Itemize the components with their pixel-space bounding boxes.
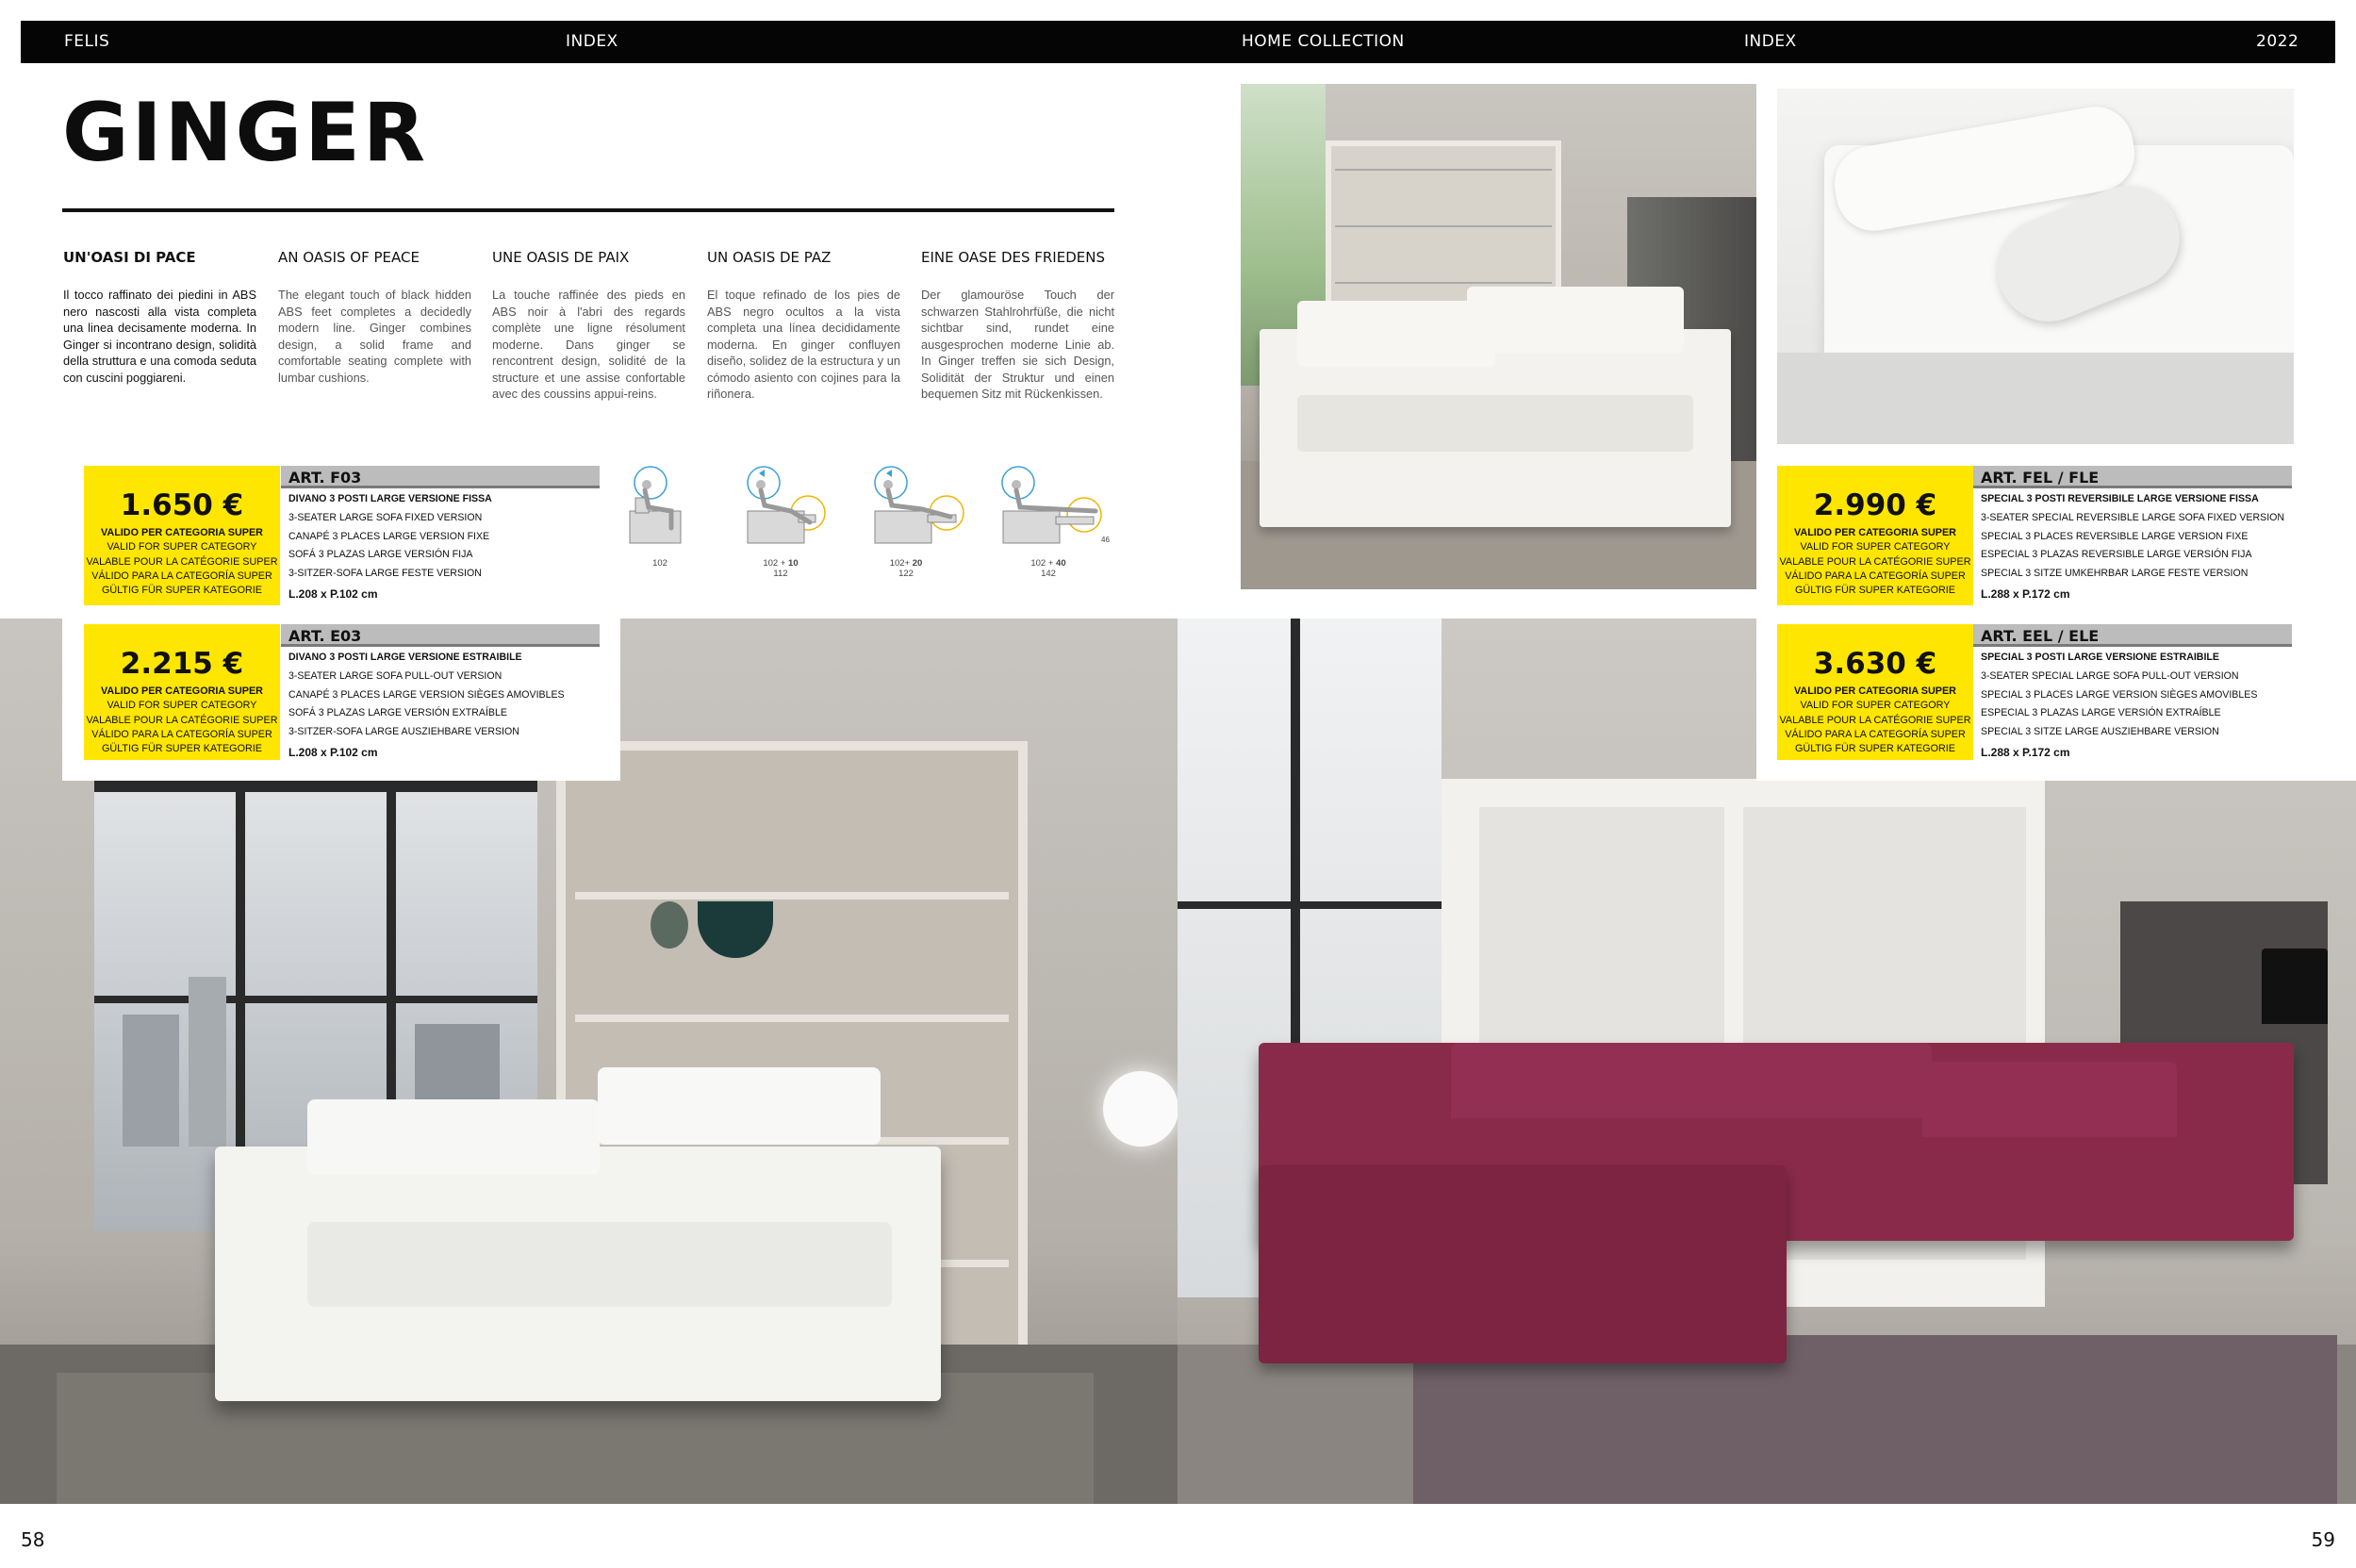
validity-line: VALIDO PER CATEGORIA SUPER [101,527,263,538]
diagram-total: 142 [1041,569,1056,579]
dimensions: L.288 x P.172 cm [1981,745,2070,759]
validity-text [1777,526,1973,598]
diagram-base: 102 [652,558,667,569]
column-text: La touche raffinée des pieds en ABS noir à l'abri des regards complète une ligne résolument moderne. Dans ginger se rencontrent design, solidité de la structure et une assise confortable avec des coussins appui-reins. [492,288,685,401]
description-line: 3-SEATER SPECIAL REVERSIBLE LARGE SOFA FIXED VERSION [1981,511,2285,523]
price-label: 2.215 € [120,647,244,681]
validity-line: GÜLTIG FÜR SUPER KATEGORIE [1795,585,1955,597]
validity-line: VALABLE POUR LA CATÉGORIE SUPER [1779,714,1971,726]
diagram-base: 102 + [1030,558,1057,569]
article-code: ART. FEL / FLE [1981,469,2100,487]
diagram-side-label: 46 [1101,536,1110,544]
article-code-bar [281,624,600,647]
page-number-right: 59 [2311,1528,2335,1551]
description-column-fr [492,249,685,403]
diagram-base: 102+ [889,558,913,569]
brand-label: FELIS [64,32,110,51]
index-link-right[interactable]: INDEX [1744,32,1797,51]
validity-line: VALID FOR SUPER CATEGORY [1800,541,1951,553]
product-description [1981,649,2257,763]
price-label: 3.630 € [1813,647,1937,681]
validity-line: VALIDO PER CATEGORIA SUPER [1794,685,1956,697]
description-line: SOFÁ 3 PLAZAS LARGE VERSIÓN EXTRAÍBLE [288,707,507,719]
description-line: SPECIAL 3 SITZE UMKEHRBAR LARGE FESTE VERSION [1981,568,2249,580]
column-text: Der glamouröse Touch der schwarzen Stahlrohrfüße, die nicht sichtbar sind, rundet eine ausgesprochen moderne Linie ab. In Ginger treffen sie sich Design, Solidität der Struktur und einen bequemen Sitz mit Rückenkissen. [921,288,1114,401]
validity-line: VÁLIDO PARA LA CATEGORÍA SUPER [1785,728,1966,740]
price-block-eel-ele [1777,624,1973,760]
description-column-it [63,249,256,386]
description-line: 3-SITZER-SOFA LARGE FESTE VERSION [288,568,482,580]
index-link-left[interactable]: INDEX [566,32,618,51]
validity-text [1777,685,1973,756]
validity-line: VALABLE POUR LA CATÉGORIE SUPER [86,714,278,726]
description-line: 3-SEATER LARGE SOFA PULL-OUT VERSION [288,669,503,682]
description-line: CANAPÉ 3 PLACES LARGE VERSION FIXE [288,530,490,542]
year-label: 2022 [2256,32,2299,51]
article-code-bar [281,466,600,488]
validity-line: VÁLIDO PARA LA CATEGORÍA SUPER [91,569,272,582]
description-line: SPECIAL 3 PLACES REVERSIBLE LARGE VERSION FIXE [1981,530,2249,542]
price-block-e03 [84,624,280,760]
diagram-caption [603,558,717,569]
description-column-en [278,249,471,386]
diagram-caption [992,558,1105,579]
price-block-fel-fle [1777,466,1973,605]
header-bar [21,21,2335,63]
dimensions: L.288 x P.172 cm [1981,586,2070,601]
diagram-caption [849,558,963,579]
description-column-es [707,249,900,403]
collection-label: HOME COLLECTION [1242,32,1405,51]
validity-line: GÜLTIG FÜR SUPER KATEGORIE [102,585,262,597]
description-line: SPECIAL 3 SITZE LARGE AUSZIEHBARE VERSION [1981,726,2219,738]
description-line: DIVANO 3 POSTI LARGE VERSIONE FISSA [288,493,492,504]
diagram-caption [724,558,837,579]
description-line: 3-SEATER LARGE SOFA FIXED VERSION [288,511,483,523]
article-code: ART. E03 [288,627,362,645]
article-code: ART. F03 [288,469,362,487]
diagram-total: 122 [898,569,914,579]
column-heading: EINE OASE DES FRIEDENS [921,249,1105,266]
column-heading: UN'OASI DI PACE [63,249,196,266]
description-line: SPECIAL 3 PLACES LARGE VERSION SIÈGES AMOVIBLES [1981,688,2258,701]
validity-line: VÁLIDO PARA LA CATEGORÍA SUPER [91,728,272,740]
description-line: ESPECIAL 3 PLAZAS REVERSIBLE LARGE VERSIÓN FIJA [1981,549,2252,561]
page-title: GINGER [62,86,429,180]
description-column-de [921,249,1114,403]
column-heading: UN OASIS DE PAZ [707,249,832,266]
validity-line: VALABLE POUR LA CATÉGORIE SUPER [1779,555,1971,568]
headrest-detail-photo [1777,89,2294,444]
diagram-base: 102 + [763,558,789,569]
validity-line: VALIDO PER CATEGORIA SUPER [1794,527,1956,538]
diagram-extra: 20 [912,558,923,569]
description-line: ESPECIAL 3 PLAZAS LARGE VERSIÓN EXTRAÍBLE [1981,707,2221,719]
price-label: 1.650 € [120,488,244,522]
room-photo-white-sofa [1241,84,1756,589]
page-number-left: 58 [21,1528,45,1551]
validity-line: VALID FOR SUPER CATEGORY [107,700,257,712]
description-line: 3-SITZER-SOFA LARGE AUSZIEHBARE VERSION [288,726,519,738]
description-line: 3-SEATER SPECIAL LARGE SOFA PULL-OUT VERSION [1981,669,2239,682]
column-text: Il tocco raffinato dei piedini in ABS nero nascosti alla vista completa una linea decisamente moderna. In Ginger si incontrano design, solidità della struttura e una comoda seduta con cuscini poggiareni. [63,288,256,385]
price-label: 2.990 € [1813,488,1937,522]
validity-text [84,526,280,598]
product-description [288,490,492,604]
article-code-bar [1973,466,2292,488]
column-text: El toque refinado de los pies de ABS negro ocultos a la vista completa una línea decididamente moderna. En ginger confluyen diseño, solidez de la estructura y un cómodo asiento con cojines para la riñonera. [707,288,900,401]
product-description [288,649,565,763]
price-block-f03 [84,466,280,605]
column-heading: AN OASIS OF PEACE [278,249,420,266]
column-text: The elegant touch of black hidden ABS feet completes a decidedly modern line. Ginger combines design, a solid frame and comfortable seating complete with lumbar cushions. [278,288,471,385]
column-heading: UNE OASIS DE PAIX [492,249,630,266]
diagram-total: 112 [773,569,788,579]
validity-line: GÜLTIG FÜR SUPER KATEGORIE [102,743,262,755]
description-line: SPECIAL 3 POSTI LARGE VERSIONE ESTRAIBILE [1981,652,2219,663]
description-line: DIVANO 3 POSTI LARGE VERSIONE ESTRAIBILE [288,652,522,663]
diagram-extra: 40 [1056,558,1066,569]
validity-line: VÁLIDO PARA LA CATEGORÍA SUPER [1785,569,1966,582]
validity-text [84,685,280,756]
description-line: SPECIAL 3 POSTI REVERSIBILE LARGE VERSIONE FISSA [1981,493,2259,504]
description-line: SOFÁ 3 PLAZAS LARGE VERSIÓN FIJA [288,549,473,561]
product-description [1981,490,2284,604]
validity-line: VALIDO PER CATEGORIA SUPER [101,685,263,697]
title-divider [62,208,1114,212]
article-code-bar [1973,624,2292,647]
diagram-extra: 10 [788,558,799,569]
validity-line: GÜLTIG FÜR SUPER KATEGORIE [1795,743,1955,755]
dimensions: L.208 x P.102 cm [288,745,378,759]
validity-line: VALABLE POUR LA CATÉGORIE SUPER [86,555,278,568]
validity-line: VALID FOR SUPER CATEGORY [107,541,257,553]
dimensions: L.208 x P.102 cm [288,586,378,601]
validity-line: VALID FOR SUPER CATEGORY [1800,700,1951,712]
article-code: ART. EEL / ELE [1981,627,2100,645]
description-line: CANAPÉ 3 PLACES LARGE VERSION SIÈGES AMOVIBLES [288,688,565,701]
